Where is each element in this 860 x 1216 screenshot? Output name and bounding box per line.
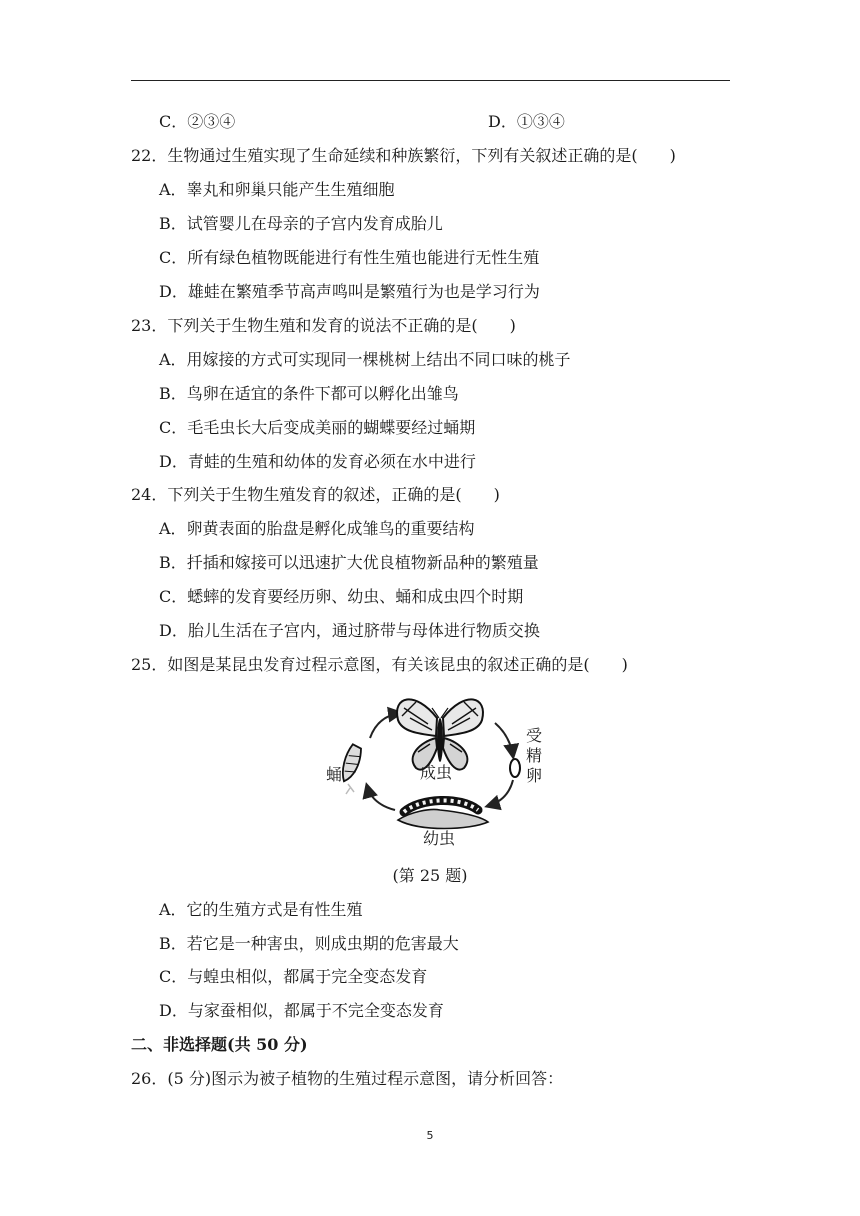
question-22-stem: 22．生物通过生殖实现了生命延续和种族繁衍，下列有关叙述正确的是( ) [131,146,676,165]
butterfly-icon [397,699,483,769]
question-22-option-b: B．试管婴儿在母亲的子宫内发育成胎儿 [159,214,443,233]
label-larva: 幼虫 [423,829,456,848]
question-22-option-d: D．雄蛙在繁殖季节高声鸣叫是繁殖行为也是学习行为 [159,282,540,301]
option-d-prev: D．①③④ [488,112,565,131]
question-25-option-d: D．与家蚕相似，都属于不完全变态发育 [159,1001,444,1020]
question-26-stem: 26．(5 分)图示为被子植物的生殖过程示意图，请分析回答： [131,1069,564,1088]
insect-lifecycle-figure [320,688,550,853]
question-24-stem: 24．下列关于生物生殖发育的叙述，正确的是( ) [131,485,500,504]
question-24-option-a: A．卵黄表面的胎盘是孵化成雏鸟的重要结构 [159,519,475,538]
header-rule [131,80,730,81]
arrow-egg-to-larva [488,780,513,806]
label-fertilized-egg: 受精卵 [526,726,543,785]
question-24-option-d: D．胎儿生活在子宫内，通过脐带与母体进行物质交换 [159,621,540,640]
question-23-option-c: C．毛毛虫长大后变成美丽的蝴蝶要经过蛹期 [159,418,476,437]
option-c-prev: C．②③④ [159,112,236,131]
arrow-larva-to-pupa [367,786,395,810]
section-heading: 二、非选择题(共 50 分) [131,1035,308,1054]
label-pupa: 蛹 [326,765,343,784]
question-22-option-a: A．睾丸和卵巢只能产生生殖细胞 [159,180,395,199]
question-23-option-d: D．青蛙的生殖和幼体的发育必须在水中进行 [159,452,476,471]
caterpillar-icon [398,800,488,828]
egg-icon [510,759,520,777]
question-24-option-b: B．扦插和嫁接可以迅速扩大优良植物新品种的繁殖量 [159,553,539,572]
question-23-option-b: B．鸟卵在适宜的条件下都可以孵化出雏鸟 [159,384,459,403]
question-23-stem: 23．下列关于生物生殖和发育的说法不正确的是( ) [131,316,516,335]
pupa-icon [339,743,363,783]
arrow-pupa-to-adult [370,713,400,738]
label-adult: 成虫 [420,763,453,782]
question-23-option-a: A．用嫁接的方式可实现同一棵桃树上结出不同口味的桃子 [159,350,571,369]
question-25-stem: 25．如图是某昆虫发育过程示意图，有关该昆虫的叙述正确的是( ) [131,655,628,674]
arrow-adult-to-egg [495,723,513,756]
question-25-option-a: A．它的生殖方式是有性生殖 [159,900,363,919]
figure-caption: (第 25 题) [392,866,468,885]
pupa-stem [346,784,354,794]
question-22-option-c: C．所有绿色植物既能进行有性生殖也能进行无性生殖 [159,248,540,267]
question-24-option-c: C．蟋蟀的发育要经历卵、幼虫、蛹和成虫四个时期 [159,587,524,606]
page-number: 5 [426,1129,434,1142]
question-25-option-c: C．与蝗虫相似，都属于完全变态发育 [159,967,428,986]
question-25-option-b: B．若它是一种害虫，则成虫期的危害最大 [159,934,459,953]
